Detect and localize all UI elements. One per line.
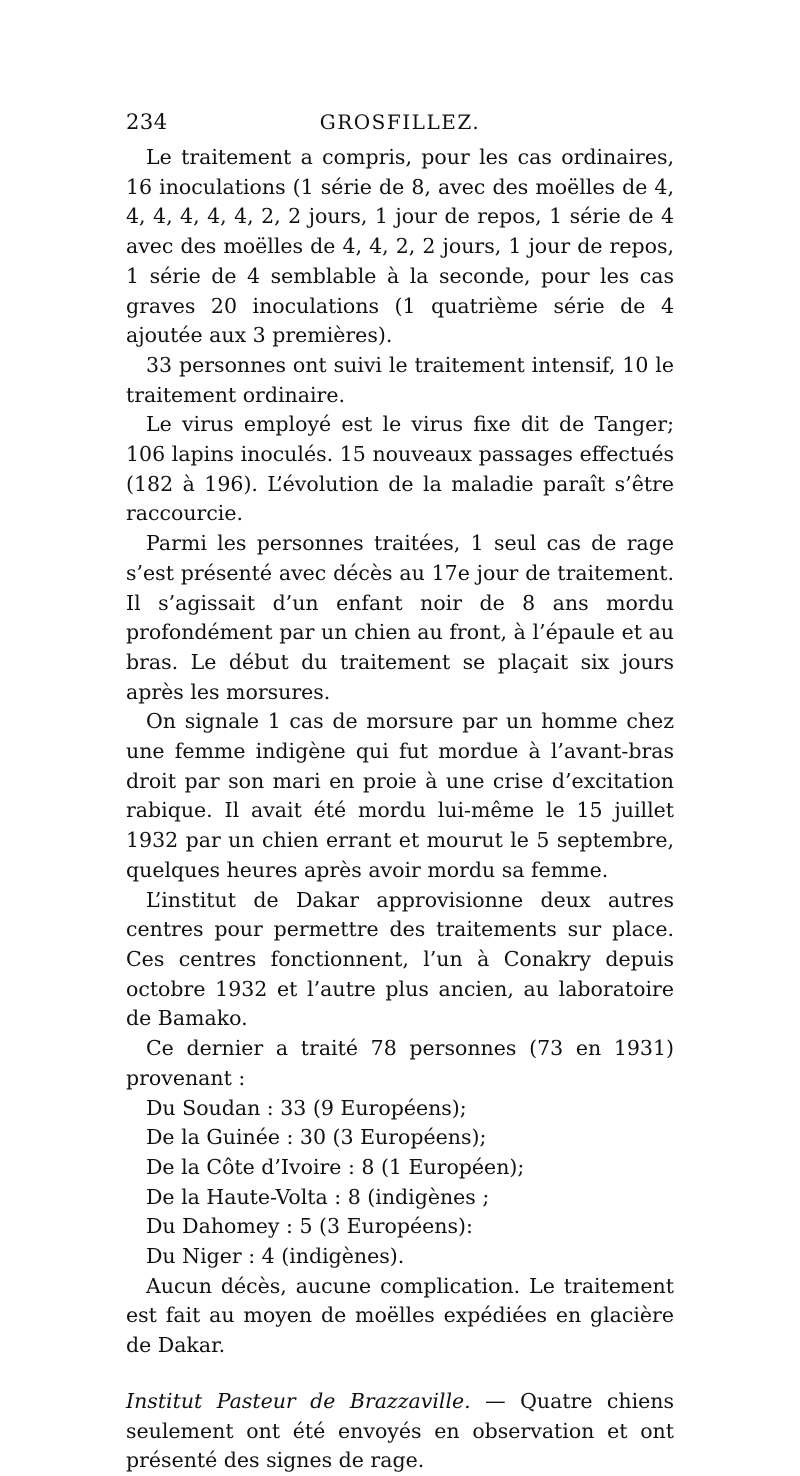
paragraph-bamako: Ce dernier a traité 78 personnes (73 en 1931) provenant : (126, 1036, 674, 1090)
page-header (120, 110, 680, 140)
list-item: Du Soudan : 33 (9 Européens); (146, 1095, 467, 1120)
section-text: Quatre chiens seulement ont été envoyés en observation et ont présenté des signes de rage. (126, 1388, 674, 1473)
section-dash: — (470, 1388, 521, 1413)
page-number: 234 (126, 110, 168, 134)
paragraph-intensive: 33 personnes ont suivi le traitement intensif, 10 le traitement ordinaire. (126, 352, 674, 407)
paragraph-treatment: Le traitement a compris, pour les cas ordinaires, 16 inoculations (1 série de 8, avec des moëlles de 4, 4, 4, 4, 4, 4, 2, 2 jours, 1 jour de repos, 1 série de 4 avec des moëlles de 4, 4, 2, 2 jours, 1 jour de repos, 1 série de 4 semblable à la seconde, pour les cas graves 20 inoculations (1 quatrième série de 4 ajoutée aux 3 premières). (126, 145, 674, 348)
list-item: De la Guinée : 30 (3 Européens); (146, 1125, 487, 1150)
paragraph-human-bite: On signale 1 cas de morsure par un homme chez une femme indigène qui fut mordue à l’avant-bras droit par son mari en proie à une crise d’excitation rabique. Il avait été mordu lui-même le 15 juillet 1932 par un chien errant et mourut le 5 septembre, quelques heures après avoir mordu sa femme. (126, 709, 674, 882)
paragraph-centres: L’institut de Dakar approvisionne deux autres centres pour permettre des traitements sur place. Ces centres fonctionnent, l’un à Conakry depuis octobre 1932 et l’autre plus ancien, au laboratoire de Bamako. (126, 887, 674, 1031)
running-title: GROSFILLEZ. (319, 110, 481, 134)
section-title: Institut Pasteur de Brazzaville. (126, 1388, 471, 1413)
list-item: Du Dahomey : 5 (3 Européens): (146, 1214, 473, 1239)
list-item: De la Haute-Volta : 8 (indigènes ; (146, 1184, 490, 1209)
paragraph-rage-case: Parmi les personnes traitées, 1 seul cas de rage s’est présenté avec décès au 17e jour de traitement. Il s’agissait d’un enfant noir de 8 ans mordu profondément par un chien au front, à l’épaule et au bras. Le début du traitement se plaçait six jours après les morsures. (126, 531, 674, 704)
list-item: Du Niger : 4 (indigènes). (146, 1244, 405, 1269)
body-text (126, 143, 674, 1476)
paragraph-virus: Le virus employé est le virus fixe dit de Tanger; 106 lapins inoculés. 15 nouveaux passages effectués (182 à 196). L’évolution de la maladie paraît s’être raccourcie. (126, 412, 674, 526)
paragraph-closing: Aucun décès, aucune complication. Le traitement est fait au moyen de moëlles expédiées en glacière de Dakar. (126, 1273, 674, 1358)
list-item: De la Côte d’Ivoire : 8 (1 Européen); (146, 1154, 525, 1179)
section-brazzaville (126, 1387, 674, 1476)
